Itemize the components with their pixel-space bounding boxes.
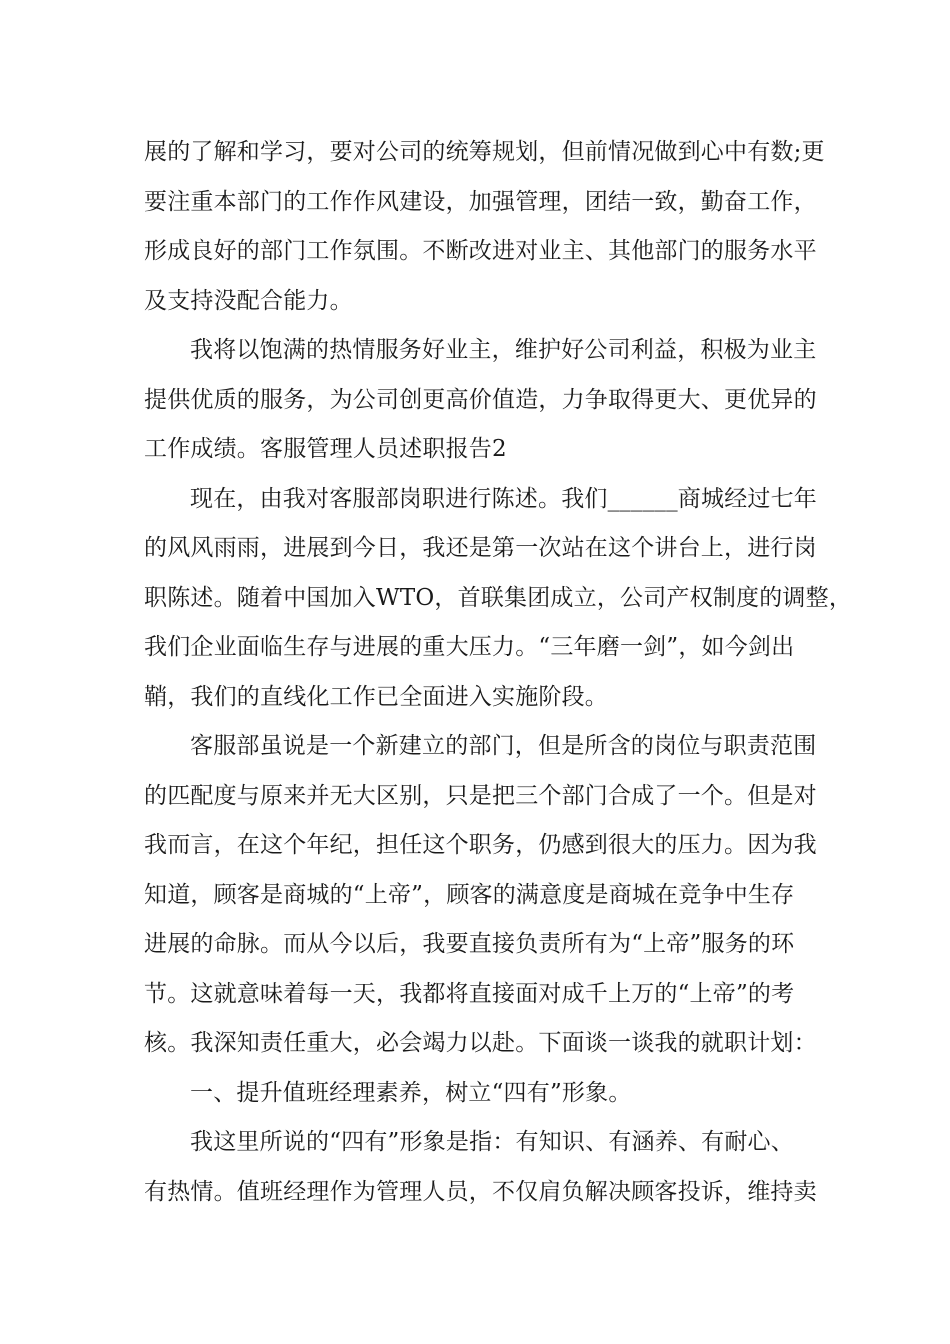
text-line: 进展的命脉。而从今以后，我要直接负责所有为“上帝”服务的环	[144, 931, 795, 957]
text-line: 展的了解和学习，要对公司的统筹规划，但前情况做到心中有数;更	[144, 139, 825, 165]
text-line: 有热情。值班经理作为管理人员，不仅肩负解决顾客投诉，维持卖	[144, 1178, 817, 1205]
paragraph-start-line: 我这里所说的“四有”形象是指：有知识、有涵养、有耐心、	[190, 1129, 794, 1155]
text-line: 节。这就意味着每一天，我都将直接面对成千上万的“上帝”的考	[144, 980, 795, 1007]
text-line: 职陈述。随着中国加入WTO，首联集团成立，公司产权制度的调整，	[144, 584, 853, 611]
text-line: 核。我深知责任重大，必会竭力以赴。下面谈一谈我的就职计划：	[144, 1030, 817, 1056]
paragraph-start-line: 客服部虽说是一个新建立的部门，但是所含的岗位与职责范围	[190, 733, 817, 759]
text-line: 的风风雨雨，进展到今日，我还是第一次站在这个讲台上，进行岗	[144, 535, 817, 561]
section-heading: 一、提升值班经理素养，树立“四有”形象。	[190, 1079, 632, 1106]
text-line: 知道，顾客是商城的“上帝”，顾客的满意度是商城在竞争中生存	[144, 881, 795, 908]
text-line: 工作成绩。客服管理人员述职报告2	[144, 436, 507, 462]
text-line: 我而言，在这个年纪，担任这个职务，仍感到很大的压力。因为我	[144, 832, 817, 858]
text-line: 提供优质的服务，为公司创更高价值造，力争取得更大、更优异的	[144, 386, 817, 413]
text-line: 形成良好的部门工作氛围。不断改进对业主、其他部门的服务水平	[144, 238, 817, 264]
paragraph-start-line: 现在，由我对客服部岗职进行陈述。我们______商城经过七年	[190, 485, 817, 512]
text-line: 鞘，我们的直线化工作已全面进入实施阶段。	[144, 683, 608, 710]
paragraph-start-line: 我将以饱满的热情服务好业主，维护好公司利益，积极为业主	[190, 337, 817, 363]
text-line: 及支持没配合能力。	[144, 287, 353, 314]
report-text	[144, 128, 853, 1217]
text-line: 的匹配度与原来并无大区别，只是把三个部门合成了一个。但是对	[144, 782, 817, 809]
text-line: 我们企业面临生存与进展的重大压力。“三年磨一剑”，如今剑出	[144, 634, 795, 660]
text-line: 要注重本部门的工作作风建设，加强管理，团结一致，勤奋工作，	[144, 188, 817, 215]
